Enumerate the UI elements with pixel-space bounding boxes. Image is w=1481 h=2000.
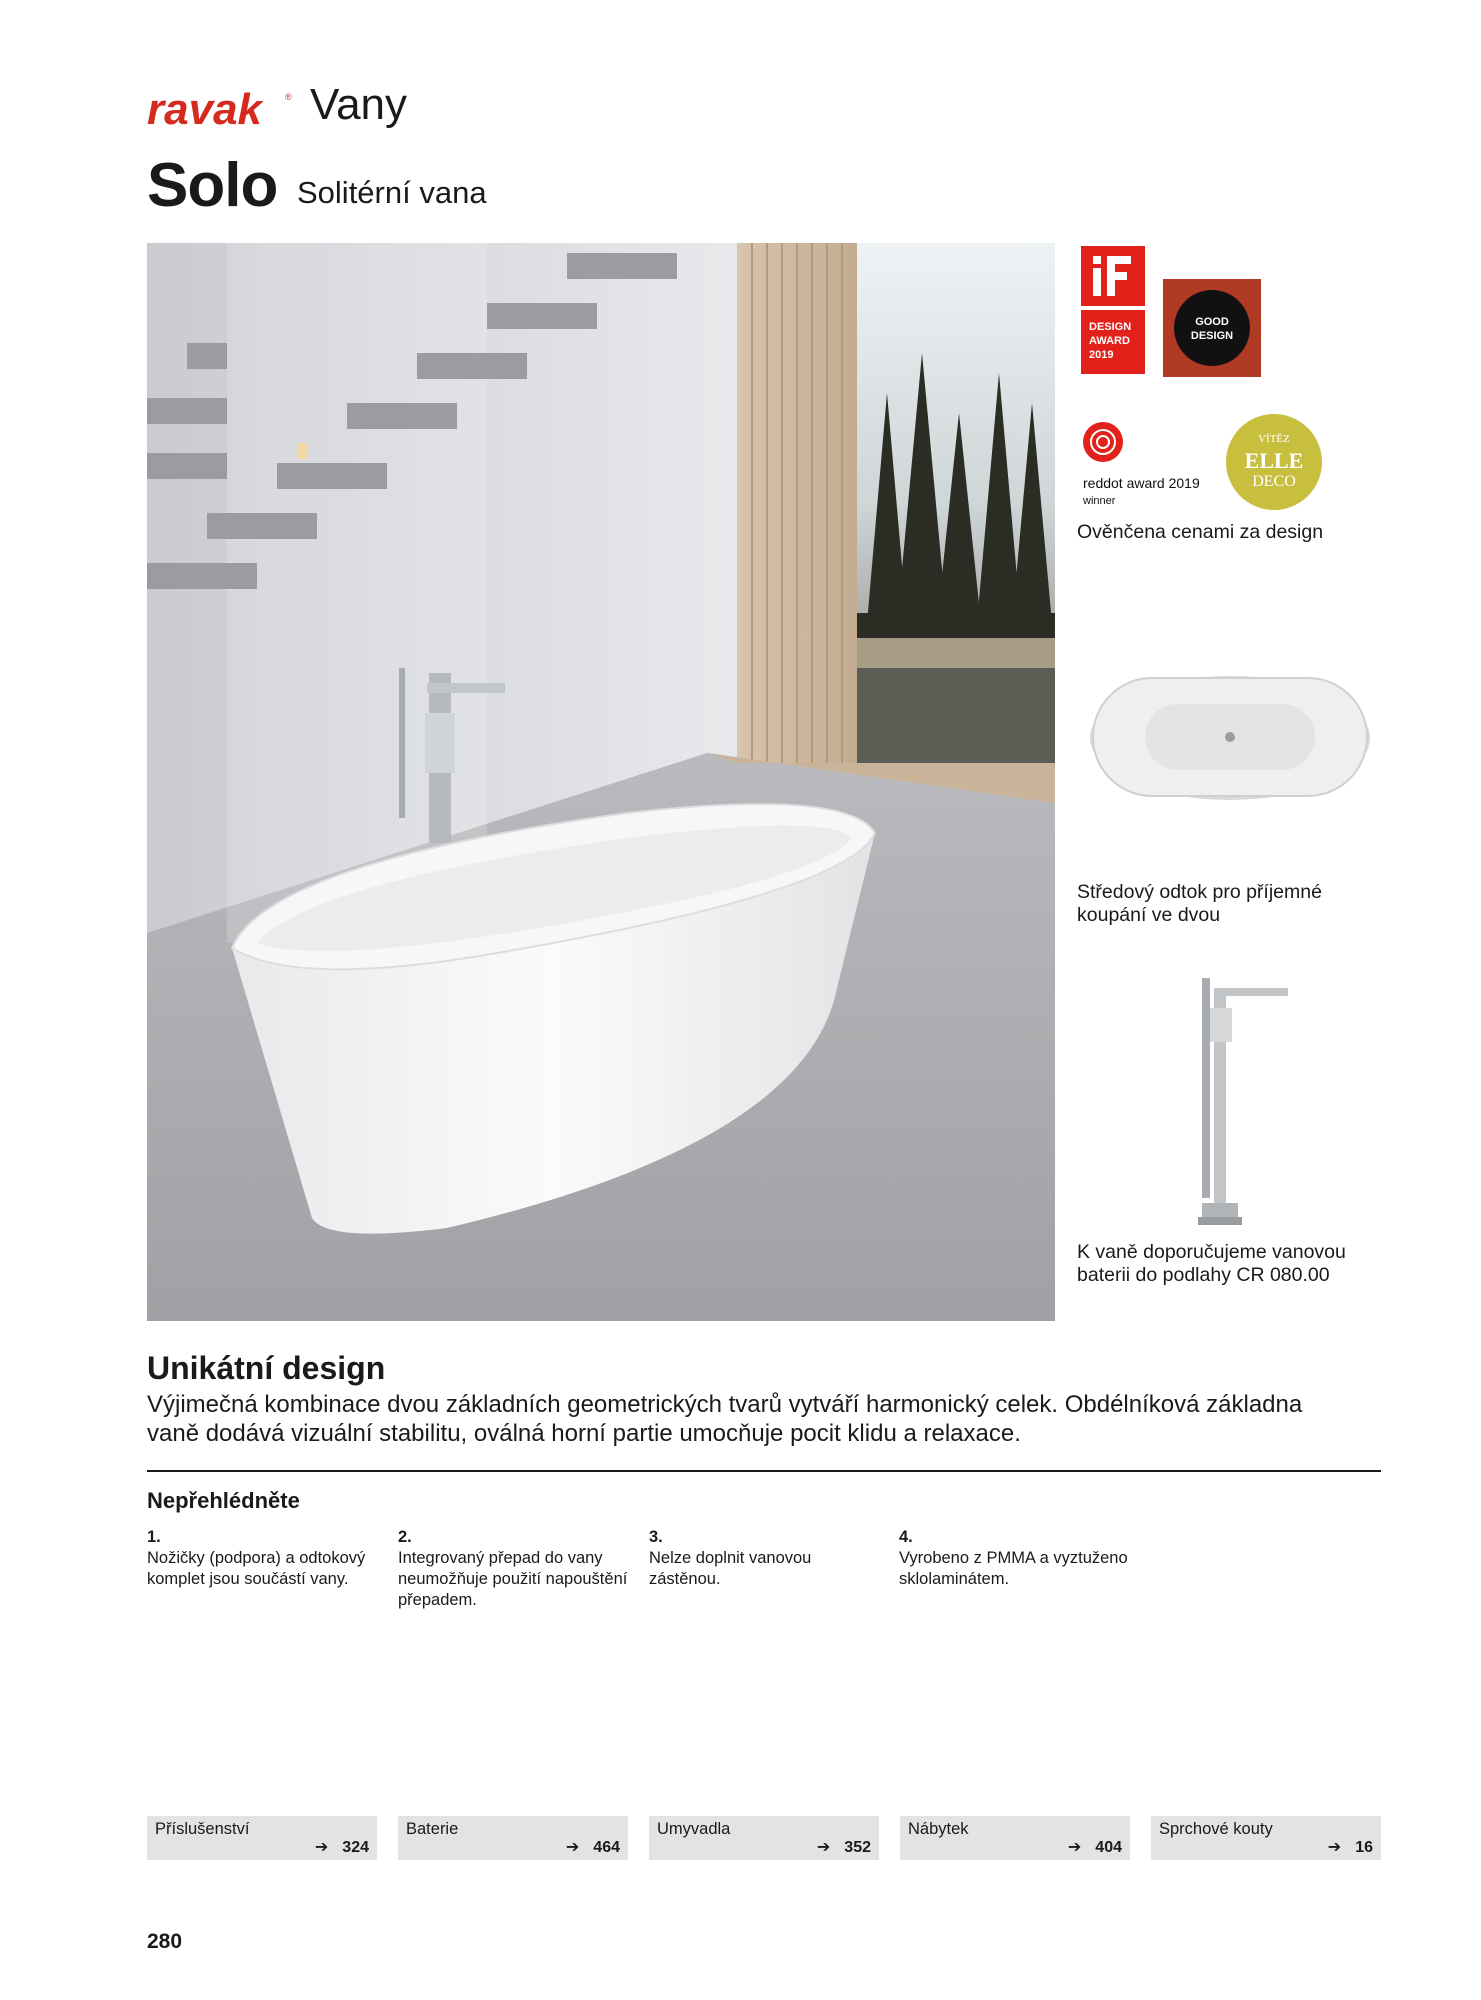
awards-caption: Ověnčena cenami za design (1077, 521, 1324, 543)
notice-item (147, 1527, 382, 1590)
faucet-caption: K vaně doporučujeme vanovou baterii do podlahy CR 080.00 (1077, 1241, 1346, 1286)
svg-text:VÍTĚZ: VÍTĚZ (1258, 433, 1290, 445)
design-description: Výjimečná kombinace dvou základních geometrických tvarů vytváří harmonický celek. Obdélníková základna vaně dodává vizuální stabilitu, oválná horní partie umocňuje pocit klidu a relaxace. (147, 1391, 1303, 1447)
ref-faucets[interactable] (398, 1816, 628, 1860)
ref-page: 16 (1355, 1839, 1373, 1856)
ref-label: Umyvadla (657, 1820, 731, 1838)
section-divider (147, 1470, 1381, 1472)
notice-item-text: Nelze doplnit vanovou zástěnou. (649, 1549, 812, 1588)
svg-text:DESIGN: DESIGN (1089, 321, 1132, 333)
arrow-right-icon: ➔ (314, 1839, 329, 1856)
ref-page: 464 (593, 1839, 620, 1856)
notice-item (899, 1527, 1134, 1590)
page-number: 280 (147, 1930, 183, 1953)
arrow-right-icon: ➔ (565, 1839, 580, 1856)
category-title: Vany (310, 80, 408, 129)
notice-item-number: 2. (398, 1528, 412, 1546)
arrow-right-icon: ➔ (1327, 1839, 1342, 1856)
notice-item-number: 4. (899, 1528, 913, 1546)
product-name: Solo (147, 151, 278, 220)
hero-photo (147, 243, 1055, 1321)
svg-text:2019: 2019 (1089, 349, 1114, 361)
svg-text:ELLE: ELLE (1244, 448, 1304, 473)
ref-label: Příslušenství (155, 1820, 250, 1838)
ref-page: 352 (844, 1839, 871, 1856)
notice-item-text: Nožičky (podpora) a odtokový komplet jsou součástí vany. (147, 1549, 366, 1588)
notice-item (398, 1527, 633, 1611)
design-heading: Unikátní design (147, 1350, 386, 1386)
ref-label: Baterie (406, 1820, 459, 1838)
svg-text:GOOD: GOOD (1195, 316, 1229, 328)
arrow-right-icon: ➔ (816, 1839, 831, 1856)
product-subtitle: Solitérní vana (297, 175, 487, 210)
floor-faucet-image (1180, 968, 1290, 1230)
tub-top-view-image (1085, 670, 1375, 805)
ref-furniture[interactable] (900, 1816, 1130, 1860)
ref-label: Nábytek (908, 1820, 969, 1838)
notice-item-text: Integrovaný přepad do vany neumožňuje použití napouštění přepadem. (398, 1549, 628, 1609)
svg-text:AWARD: AWARD (1089, 335, 1130, 347)
ref-page: 404 (1095, 1839, 1122, 1856)
svg-text:DECO: DECO (1252, 473, 1296, 490)
good-design-award-logo (1163, 279, 1261, 377)
svg-text:winner: winner (1083, 495, 1116, 507)
if-design-award-logo (1081, 246, 1145, 374)
notice-item (649, 1527, 884, 1590)
notice-item-text: Vyrobeno z PMMA a vyztuženo sklolaminátem. (899, 1549, 1128, 1588)
reddot-award-logo (1081, 420, 1221, 510)
ref-label: Sprchové kouty (1159, 1820, 1273, 1838)
ref-shower-enclosures[interactable] (1151, 1816, 1381, 1860)
ref-washbasins[interactable] (649, 1816, 879, 1860)
drain-caption: Středový odtok pro příjemné koupání ve dvou (1077, 881, 1322, 926)
ref-page: 324 (342, 1839, 369, 1856)
arrow-right-icon: ➔ (1067, 1839, 1082, 1856)
ravak-logo-text: ravak (147, 86, 263, 134)
svg-text:DESIGN: DESIGN (1190, 330, 1234, 342)
svg-text:®: ® (285, 92, 292, 102)
notice-item-number: 1. (147, 1528, 161, 1546)
svg-text:reddot award 2019: reddot award 2019 (1083, 475, 1200, 491)
notice-heading: Nepřehlédněte (147, 1488, 300, 1513)
ref-accessories[interactable] (147, 1816, 377, 1860)
notice-item-number: 3. (649, 1528, 663, 1546)
bathroom-scene-image (147, 243, 1055, 1321)
elle-deco-award-logo (1224, 412, 1324, 512)
ravak-logo (147, 86, 297, 134)
